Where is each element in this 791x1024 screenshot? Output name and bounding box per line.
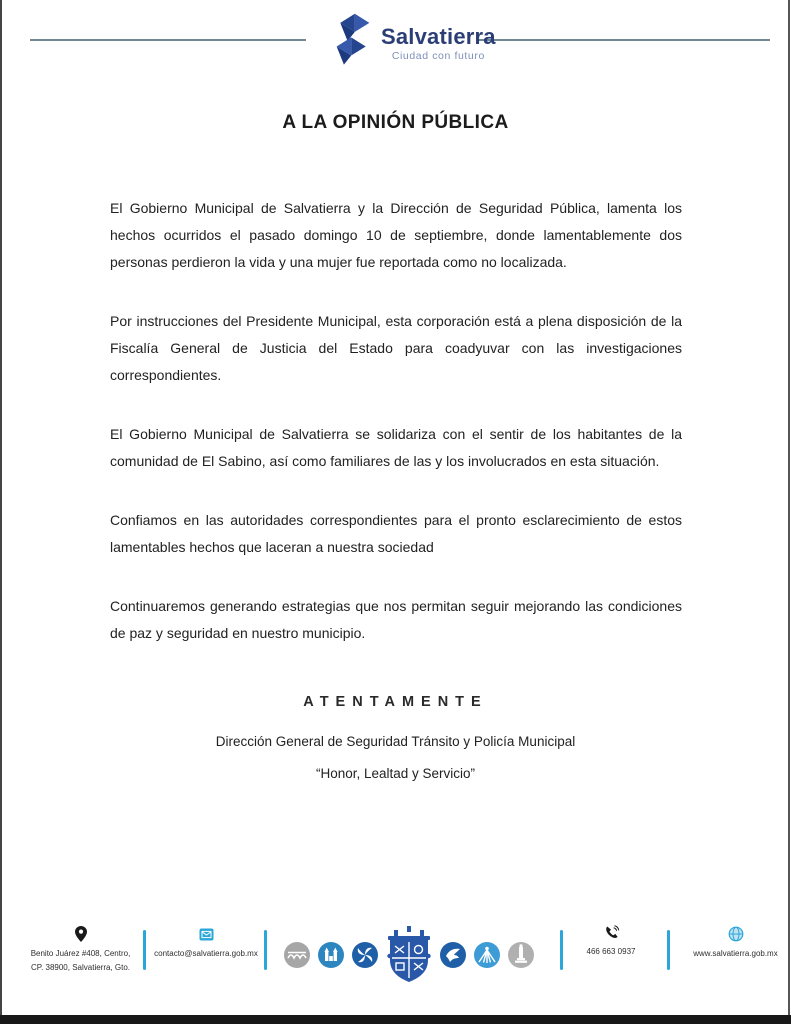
footer-website: [678, 926, 791, 961]
address-line-1: Benito Juárez #408, Centro,: [30, 949, 131, 958]
paragraph-3: El Gobierno Municipal de Salvatierra se solidariza con el sentir de los habitantes de la comunidad de El Sabino, así como familiares de las y los involucrados en esta situación.: [110, 426, 682, 469]
signature-department: Dirección General de Seguridad Tránsito y Policía Municipal: [215, 734, 576, 749]
phone-text: 466 663 0937: [586, 947, 636, 956]
footer-divider-3: [560, 930, 563, 970]
footer-divider-1: [143, 930, 146, 970]
footer-address: [18, 926, 143, 975]
footer-phone: [572, 924, 650, 959]
document-body: [110, 195, 682, 679]
phone-icon: [603, 924, 620, 940]
salvatierra-logo: [333, 12, 496, 75]
logo-name: Salvatierra: [381, 23, 496, 49]
monument-emblem: [508, 942, 534, 968]
photo-edge-bottom: [0, 1015, 791, 1024]
rays-emblem: [474, 942, 500, 968]
footer: [0, 918, 791, 988]
email-text: contacto@salvatierra.gob.mx: [154, 949, 258, 958]
church-emblem: [318, 942, 344, 968]
salvatierra-logo-icon: [333, 12, 373, 75]
eagle-emblem: [440, 942, 466, 968]
paragraph-4: Confiamos en las autoridades correspondientes para el pronto esclarecimiento de estos lamentables hechos que laceran a nuestra sociedad: [110, 512, 682, 555]
globe-icon: [728, 926, 744, 942]
coat-of-arms: [386, 926, 432, 984]
bridge-emblem: [284, 942, 310, 968]
header-rule-left: [30, 39, 306, 41]
footer-emblems: [283, 924, 535, 986]
logo-tagline: Ciudad con futuro: [391, 49, 485, 62]
paragraph-1: El Gobierno Municipal de Salvatierra y la Dirección de Seguridad Pública, lamenta los hechos ocurridos el pasado domingo 10 de septiembre, donde lamentablemente dos personas perdieron la vida y una mujer fue reportada como no localizada.: [110, 200, 682, 270]
location-pin-icon: [75, 926, 87, 942]
document-title: A LA OPINIÓN PÚBLICA: [282, 112, 509, 133]
signature-motto: “Honor, Lealtad y Servicio”: [315, 766, 476, 781]
address-line-2: CP. 38900, Salvatierra, Gto.: [30, 963, 131, 972]
paragraph-2: Por instrucciones del Presidente Municipal, esta corporación está a plena disposición de la Fiscalía General de Justicia del Estado para coadyuvar con las investigaciones correspondientes.: [110, 313, 682, 383]
photo-edge-left: [0, 0, 2, 1024]
pinwheel-emblem: [352, 942, 378, 968]
email-icon: [199, 926, 214, 942]
signature-salutation: ATENTAMENTE: [303, 694, 488, 710]
photo-edge-right: [788, 0, 790, 1024]
footer-divider-4: [667, 930, 670, 970]
header-rule-right: [478, 39, 770, 41]
footer-email: [150, 926, 262, 961]
website-text: www.salvatierra.gob.mx: [693, 949, 778, 958]
footer-divider-2: [264, 930, 267, 970]
paragraph-5: Continuaremos generando estrategias que nos permitan seguir mejorando las condiciones de paz y seguridad en nuestro municipio.: [110, 598, 682, 641]
